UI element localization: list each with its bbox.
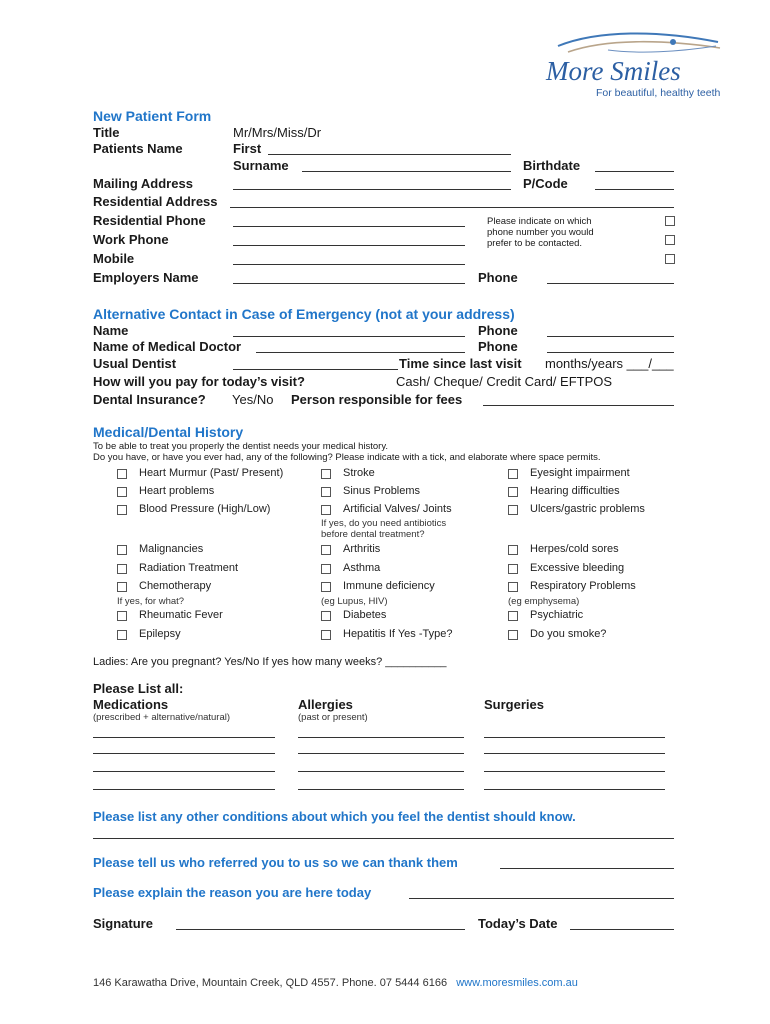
condition-checkbox[interactable]	[508, 630, 518, 640]
list-entry-line[interactable]	[484, 789, 665, 790]
chemo-sub: If yes, for what?	[117, 596, 185, 607]
doctor-phone-label: Phone	[478, 339, 518, 354]
condition-label: Sinus Problems	[343, 485, 421, 497]
condition-checkbox[interactable]	[508, 611, 518, 621]
contact-note-3: prefer to be contacted.	[487, 238, 583, 249]
employers-label: Employers Name	[93, 270, 199, 285]
work-phone-checkbox[interactable]	[665, 235, 675, 245]
list-entry-line[interactable]	[93, 771, 275, 772]
other-conditions-prompt: Please list any other conditions about which you feel the dentist should know.	[93, 809, 576, 824]
footer-website-link[interactable]: www.moresmiles.com.au	[456, 977, 578, 989]
condition-checkbox[interactable]	[117, 582, 127, 592]
employers-field[interactable]	[233, 283, 465, 284]
condition-checkbox[interactable]	[117, 611, 127, 621]
medical-doctor-field[interactable]	[256, 352, 465, 353]
condition-label: Do you smoke?	[530, 628, 607, 640]
condition-label: Respiratory Problems	[530, 580, 636, 592]
work-phone-label: Work Phone	[93, 232, 169, 247]
condition-label: Excessive bleeding	[530, 562, 625, 574]
list-entry-line[interactable]	[93, 753, 275, 754]
allergies-label: Allergies	[298, 697, 353, 712]
list-entry-line[interactable]	[298, 753, 464, 754]
condition-checkbox[interactable]	[321, 564, 331, 574]
contact-note-1: Please indicate on which	[487, 216, 592, 227]
condition-label: Immune deficiency	[343, 580, 435, 592]
footer	[93, 977, 578, 989]
condition-label: Heart Murmur (Past/ Present)	[139, 467, 284, 479]
dental-insurance-options[interactable]: Yes/No	[232, 392, 274, 407]
condition-label: Hepatitis If Yes -Type?	[343, 628, 453, 640]
pcode-field[interactable]	[595, 189, 674, 190]
list-entry-line[interactable]	[484, 753, 665, 754]
emergency-name-field[interactable]	[233, 336, 465, 337]
valves-sub-2: before dental treatment?	[321, 529, 425, 540]
time-since-label: Time since last visit	[399, 356, 522, 371]
immune-sub: (eg Lupus, HIV)	[321, 596, 388, 607]
residential-address-field[interactable]	[230, 207, 674, 208]
ladies-question[interactable]: Ladies: Are you pregnant? Yes/No If yes how many weeks? __________	[93, 656, 447, 668]
condition-label: Artificial Valves/ Joints	[343, 503, 452, 515]
condition-label: Chemotherapy	[139, 580, 212, 592]
emergency-phone-field[interactable]	[547, 336, 674, 337]
condition-checkbox[interactable]	[117, 545, 127, 555]
residential-phone-label: Residential Phone	[93, 213, 206, 228]
condition-checkbox[interactable]	[508, 564, 518, 574]
medications-sub: (prescribed + alternative/natural)	[93, 712, 231, 723]
condition-checkbox[interactable]	[117, 469, 127, 479]
first-field[interactable]	[268, 154, 511, 155]
condition-checkbox[interactable]	[117, 487, 127, 497]
condition-label: Herpes/cold sores	[530, 543, 619, 555]
surname-field[interactable]	[302, 171, 511, 172]
valves-sub-1: If yes, do you need antibiotics	[321, 518, 447, 529]
condition-checkbox[interactable]	[508, 545, 518, 555]
condition-label: Diabetes	[343, 609, 387, 621]
emergency-heading: Alternative Contact in Case of Emergency (not at your address)	[93, 306, 515, 322]
condition-checkbox[interactable]	[508, 487, 518, 497]
condition-checkbox[interactable]	[508, 505, 518, 515]
logo-text: More Smiles	[546, 56, 681, 86]
condition-label: Heart problems	[139, 485, 215, 497]
work-phone-field[interactable]	[233, 245, 465, 246]
condition-label: Eyesight impairment	[530, 467, 630, 479]
emergency-name-label: Name	[93, 323, 129, 338]
mobile-label: Mobile	[93, 251, 135, 266]
reason-prompt: Please explain the reason you are here today	[93, 885, 372, 900]
form-title: New Patient Form	[93, 108, 212, 124]
list-entry-line[interactable]	[298, 789, 464, 790]
mobile-field[interactable]	[233, 264, 465, 265]
logo-tagline: For beautiful, healthy teeth	[596, 87, 721, 99]
payment-options[interactable]: Cash/ Cheque/ Credit Card/ EFTPOS	[396, 374, 613, 389]
condition-label: Ulcers/gastric problems	[530, 503, 645, 515]
reason-field[interactable]	[409, 898, 674, 899]
condition-label: Radiation Treatment	[139, 562, 239, 574]
title-options[interactable]: Mr/Mrs/Miss/Dr	[233, 125, 322, 140]
allergies-sub: (past or present)	[298, 712, 368, 723]
condition-checkbox[interactable]	[321, 487, 331, 497]
mailing-label: Mailing Address	[93, 176, 193, 191]
condition-checkbox[interactable]	[117, 505, 127, 515]
condition-checkbox[interactable]	[321, 545, 331, 555]
patients-name-label: Patients Name	[93, 141, 183, 156]
dental-insurance-label: Dental Insurance?	[93, 392, 206, 407]
condition-label: Stroke	[343, 467, 375, 479]
list-entry-line[interactable]	[93, 789, 275, 790]
list-entry-line[interactable]	[298, 771, 464, 772]
signature-field[interactable]	[176, 929, 465, 930]
condition-label: Psychiatric	[530, 609, 584, 621]
usual-dentist-field[interactable]	[233, 369, 398, 370]
signature-label: Signature	[93, 916, 153, 931]
condition-checkbox[interactable]	[321, 582, 331, 592]
emergency-phone-label: Phone	[478, 323, 518, 338]
respiratory-sub: (eg emphysema)	[508, 596, 580, 607]
responsible-label: Person responsible for fees	[291, 392, 463, 407]
todays-date-label: Today’s Date	[478, 916, 558, 931]
first-label: First	[233, 141, 262, 156]
payment-label: How will you pay for today’s visit?	[93, 374, 305, 389]
residential-address-label: Residential Address	[93, 194, 218, 209]
condition-checkbox[interactable]	[321, 630, 331, 640]
condition-checkbox[interactable]	[321, 505, 331, 515]
birthdate-label: Birthdate	[523, 158, 581, 173]
residential-phone-field[interactable]	[233, 226, 465, 227]
medications-label: Medications	[93, 697, 169, 712]
pcode-label: P/Code	[523, 176, 568, 191]
surgeries-label: Surgeries	[484, 697, 544, 712]
condition-checkbox[interactable]	[508, 469, 518, 479]
condition-label: Epilepsy	[139, 628, 181, 640]
usual-dentist-label: Usual Dentist	[93, 356, 177, 371]
title-label: Title	[93, 125, 120, 140]
list-entry-line[interactable]	[93, 737, 275, 738]
condition-label: Rheumatic Fever	[139, 609, 223, 621]
list-entry-line[interactable]	[298, 737, 464, 738]
birthdate-field[interactable]	[595, 171, 674, 172]
condition-label: Malignancies	[139, 543, 204, 555]
surname-label: Surname	[233, 158, 289, 173]
condition-label: Blood Pressure (High/Low)	[139, 503, 271, 515]
mailing-field[interactable]	[233, 189, 511, 190]
employer-phone-field[interactable]	[547, 283, 674, 284]
medical-doctor-label: Name of Medical Doctor	[93, 339, 242, 354]
referred-field[interactable]	[500, 868, 674, 869]
months-years-field[interactable]: months/years ___/___	[545, 356, 674, 371]
condition-checkbox[interactable]	[117, 564, 127, 574]
doctor-phone-field[interactable]	[547, 352, 674, 353]
mobile-checkbox[interactable]	[665, 254, 675, 264]
history-intro-1: To be able to treat you properly the dentist needs your medical history.	[93, 441, 389, 452]
footer-address: 146 Karawatha Drive, Mountain Creek, QLD 4557. Phone. 07 5444 6166	[93, 977, 448, 989]
please-list-label: Please List all:	[93, 681, 184, 696]
logo	[540, 28, 730, 104]
condition-checkbox[interactable]	[321, 469, 331, 479]
responsible-field[interactable]	[483, 405, 674, 406]
employer-phone-label: Phone	[478, 270, 518, 285]
referred-prompt: Please tell us who referred you to us so we can thank them	[93, 855, 458, 870]
history-heading: Medical/Dental History	[93, 424, 244, 440]
list-entry-line[interactable]	[484, 771, 665, 772]
residential-phone-checkbox[interactable]	[665, 216, 675, 226]
list-entry-line[interactable]	[484, 737, 665, 738]
condition-checkbox[interactable]	[508, 582, 518, 592]
condition-checkbox[interactable]	[321, 611, 331, 621]
contact-note-2: phone number you would	[487, 227, 594, 238]
condition-label: Asthma	[343, 562, 381, 574]
condition-label: Hearing difficulties	[530, 485, 620, 497]
todays-date-field[interactable]	[570, 929, 674, 930]
other-conditions-field[interactable]	[93, 838, 674, 839]
condition-label: Arthritis	[343, 543, 381, 555]
history-intro-2: Do you have, or have you ever had, any of the following? Please indicate with a tick, and elaborate where space permits.	[93, 452, 601, 463]
condition-checkbox[interactable]	[117, 630, 127, 640]
